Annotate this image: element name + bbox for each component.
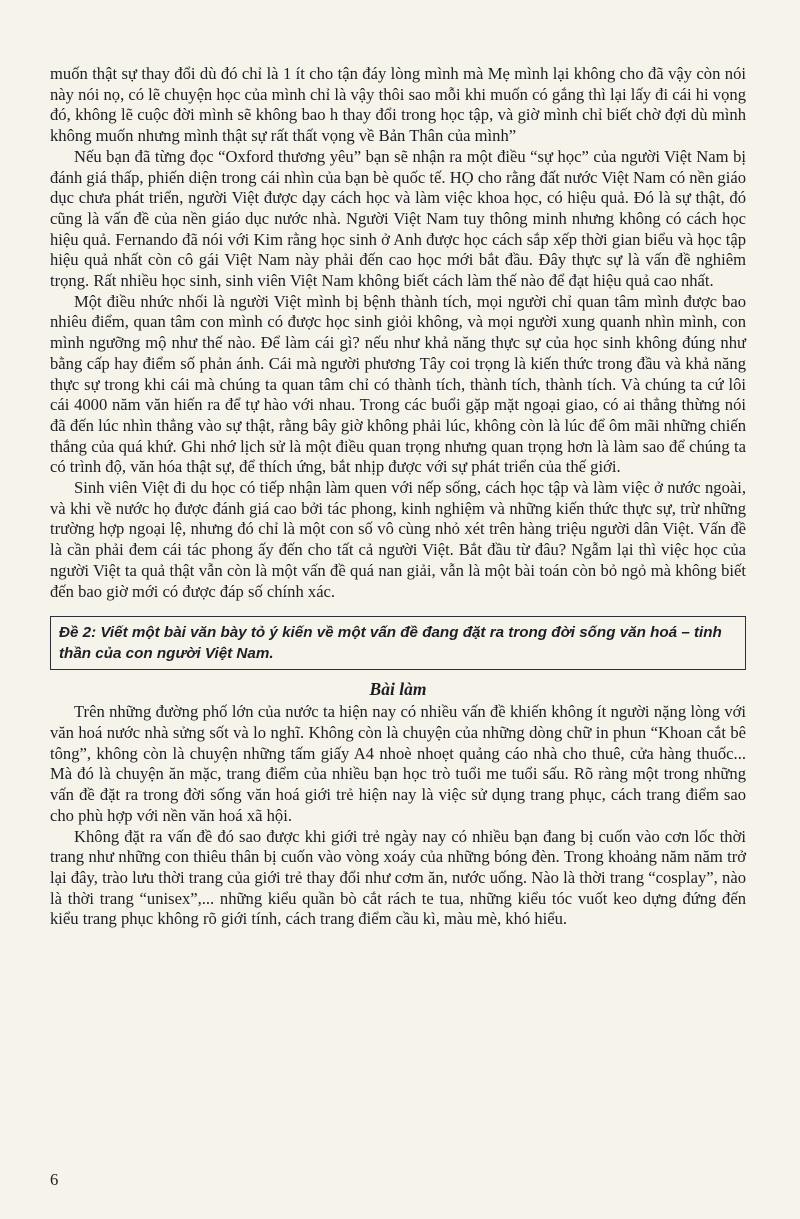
page-content <box>50 64 746 930</box>
topic-box: Đề 2: Viết một bài văn bày tỏ ý kiến về một vấn đề đang đặt ra trong đời sống văn hoá – tinh thần của con người Việt Nam. <box>50 616 746 670</box>
paragraph-continuation: muốn thật sự thay đổi dù đó chỉ là 1 ít cho tận đáy lòng mình mà Mẹ mình lại không cho đã vậy còn nói này nói nọ, có lẽ chuyện học của mình chỉ là vậy thôi sao mỗi khi muốn có gắng thì lại lấy đi cái hi vọng đó, không lẽ cuộc đời mình sẽ không bao h thay đổi trong học tập, và giờ mình chỉ biết chờ đợi dù mình không muốn nhưng mình thật sự rất thất vọng về Bản Thân của mình” <box>50 64 746 146</box>
paragraph-study-abroad: Sinh viên Việt đi du học có tiếp nhận làm quen với nếp sống, cách học tập và làm việc ở nước ngoài, và khi về nước họ được đánh giá cao bởi tác phong, kinh nghiệm và những kiến thức thực sự, trừ những trường hợp ngoại lệ, nhưng đó chỉ là một con số vô cùng nhỏ xét trên hàng triệu người dân Việt. Vấn đề là cần phải đem cái tác phong ấy đến cho tất cả người Việt. Bắt đầu từ đâu? Ngẫm lại thì việc học của người Việt ta quả thật vẫn còn là một vấn đề quá nan giải, vẫn là một bài toán còn bỏ ngỏ mà không biết đến bao giờ mới có được đáp số chính xác. <box>50 478 746 601</box>
page-number: 6 <box>50 1170 59 1189</box>
paragraph-fashion: Không đặt ra vấn đề đó sao được khi giới trẻ ngày nay có nhiều bạn đang bị cuốn vào cơn lốc thời trang như những con thiêu thân bị cuốn vào vòng xoáy của những bóng đèn. Trong khoảng năm năm trở lại đây, trào lưu thời trang của giới trẻ thay đổi như cơm ăn, nước uống. Nào là thời trang “cosplay”, nào là thời trang “unisex”,... những kiểu quần bò cắt rách te tua, những kiểu tóc vuốt keo dựng đứng đến kiểu trang phục không rõ giới tính, cách trang điểm cầu kì, màu mè, khó hiểu. <box>50 826 746 929</box>
essay-heading: Bài làm <box>369 679 427 700</box>
paragraph-achievement-disease: Một điều nhức nhối là người Việt mình bị bệnh thành tích, mọi người chỉ quan tâm mình được bao nhiêu điểm, quan tâm con mình có được học sinh giỏi không, và mọi người xung quanh nhìn mình, con mình ngưỡng mộ như thế nào. Để làm cái gì? nếu như khả năng thực sự của học sinh không đúng như bằng cấp hay điểm số phản ánh. Cái mà người phương Tây coi trọng là kiến thức trong đầu và khả năng thực sự trong khi cái mà chúng ta quan tâm chỉ có thành tích, thành tích, thành tích. Và chúng ta cứ lôi cái 4000 năm văn hiến ra để tự hào với nhau. Trong các buổi gặp mặt ngoại giao, có ai thẳng thừng nói đã đến lúc nhìn thẳng vào sự thật, rằng bây giờ không phải lúc, không còn là lúc để ôm mãi những chiến thắng của quá khứ. Ghi nhớ lịch sử là một điều quan trọng nhưng quan trọng hơn là làm sao để chúng ta có trình độ, văn hóa thật sự, để thích ứng, bắt nhịp được với sự phát triển của thế giới. <box>50 291 746 477</box>
paragraph-street-culture: Trên những đường phố lớn của nước ta hiện nay có nhiều vấn đề khiến không ít người nặng lòng với văn hoá nước nhà sửng sốt và lo nghĩ. Không còn là chuyện của những dòng chữ in phun “Khoan cắt bê tông”, không còn là chuyện những tấm giấy A4 nhoè nhoẹt quảng cáo nhà cho thuê, cửa hàng thuốc... Mà đó là chuyện ăn mặc, trang điểm của nhiều bạn học trò tuổi me tuổi sấu. Rõ ràng một trong những vấn đề đặt ra trong đời sống văn hoá giới trẻ hiện nay là việc sử dụng trang phục, cách trang điểm sao cho phù hợp với nền văn hoá xã hội. <box>50 702 746 825</box>
paragraph-oxford: Nếu bạn đã từng đọc “Oxford thương yêu” bạn sẽ nhận ra một điều “sự học” của người Việt Nam bị đánh giá thấp, phiến diện trong cái nhìn của bạn bè quốc tế. HỌ cho rằng đất nước Việt Nam có nền giáo dục chưa phát triển, người Việt được dạy cách học và làm việc khoa học, có hiệu quả. Đó là sự thật, đó cũng là vấn đề của nền giáo dục nước nhà. Người Việt Nam tuy thông minh nhưng không có cách học hiệu quả. Fernando đã nói với Kim rằng học sinh ở Anh được học cách sắp xếp thời gian biểu và học tập hiệu quả nhất còn cô gái Việt Nam này phải đến cao học mới bắt đầu. Đây thực sự là vấn đề nghiêm trọng. Rất nhiều học sinh, sinh viên Việt Nam không biết cách làm thế nào để đạt hiệu quả cao nhất. <box>50 146 746 291</box>
